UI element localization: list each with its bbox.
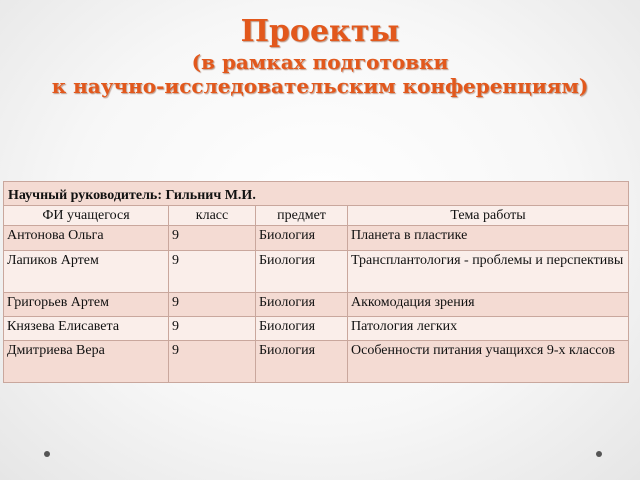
slide-title: [0, 14, 640, 98]
page-subtitle-line-2: к научно-исследовательским конференциям): [51, 74, 589, 98]
project-topic: Трансплантология - проблемы и перспективы: [348, 251, 629, 293]
table-row: [4, 226, 629, 251]
student-grade: 9: [169, 251, 256, 293]
project-topic: Планета в пластике: [348, 226, 629, 251]
student-grade: 9: [169, 341, 256, 383]
student-grade: 9: [169, 226, 256, 251]
student-name: Григорьев Артем: [4, 293, 169, 317]
supervisor-row: [4, 182, 629, 206]
student-subject: Биология: [256, 226, 348, 251]
student-subject: Биология: [256, 317, 348, 341]
student-name: Лапиков Артем: [4, 251, 169, 293]
slide-nav-dot-left-icon: [44, 451, 50, 457]
table-row: [4, 341, 629, 383]
student-name: Князева Елисавета: [4, 317, 169, 341]
slide-nav-dot-right-icon: [596, 451, 602, 457]
project-topic: Аккомодация зрения: [348, 293, 629, 317]
student-grade: 9: [169, 293, 256, 317]
project-topic: Особенности питания учащихся 9-х классов: [348, 341, 629, 383]
column-header-topic: Тема работы: [348, 206, 629, 226]
table-row: [4, 251, 629, 293]
student-name: Дмитриева Вера: [4, 341, 169, 383]
column-header-subject: предмет: [256, 206, 348, 226]
student-subject: Биология: [256, 293, 348, 317]
student-subject: Биология: [256, 341, 348, 383]
page-title: Проекты: [240, 14, 400, 49]
project-topic: Патология легких: [348, 317, 629, 341]
student-subject: Биология: [256, 251, 348, 293]
supervisor-label: Научный руководитель: Гильнич М.И.: [4, 182, 629, 206]
table-row: [4, 293, 629, 317]
table-row: [4, 317, 629, 341]
column-header-grade: класс: [169, 206, 256, 226]
projects-table: [3, 181, 629, 383]
page-subtitle-line-1: (в рамках подготовки: [191, 50, 449, 74]
table-header-row: [4, 206, 629, 226]
student-name: Антонова Ольга: [4, 226, 169, 251]
column-header-name: ФИ учащегося: [4, 206, 169, 226]
student-grade: 9: [169, 317, 256, 341]
